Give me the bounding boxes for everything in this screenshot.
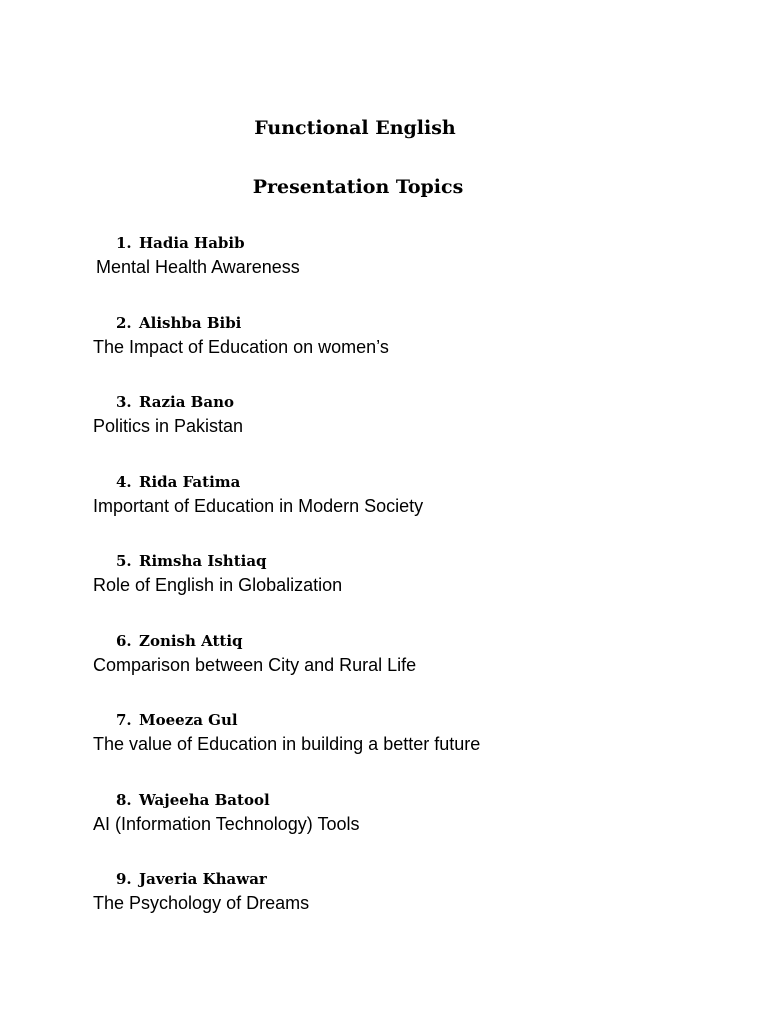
student-name: Zonish Attiq [139, 632, 243, 650]
entry-number: 2. [116, 314, 132, 332]
presentation-topic: Role of English in Globalization [93, 575, 343, 595]
topic-entry-4 [0, 473, 768, 533]
student-name: Wajeeha Batool [139, 791, 270, 809]
topic-entry-3 [0, 393, 768, 453]
student-name: Rimsha Ishtiaq [139, 552, 267, 570]
student-name: Rida Fatima [139, 473, 241, 491]
presentation-topic: Mental Health Awareness [96, 257, 300, 277]
topic-entry-1 [0, 234, 768, 294]
topic-entry-7 [0, 711, 768, 771]
topic-entry-6 [0, 632, 768, 692]
student-name: Hadia Habib [139, 234, 245, 252]
entry-number: 7. [116, 711, 132, 729]
entry-number: 3. [116, 393, 132, 411]
student-name: Javeria Khawar [139, 870, 267, 888]
presentation-topic: Comparison between City and Rural Life [93, 655, 417, 675]
student-name: Moeeza Gul [139, 711, 238, 729]
presentation-topic: Important of Education in Modern Society [93, 496, 424, 516]
document-title: Functional English [254, 117, 456, 139]
presentation-topic: The Psychology of Dreams [93, 893, 310, 913]
entry-number: 9. [116, 870, 132, 888]
topic-entry-2 [0, 314, 768, 374]
entry-number: 6. [116, 632, 132, 650]
entry-number: 5. [116, 552, 132, 570]
presentation-topic: AI (Information Technology) Tools [93, 814, 360, 834]
entry-number: 1. [116, 234, 132, 252]
topic-entry-5 [0, 552, 768, 612]
presentation-topic: Politics in Pakistan [93, 416, 244, 436]
entry-number: 4. [116, 473, 132, 491]
student-name: Razia Bano [139, 393, 234, 411]
topic-entry-8 [0, 791, 768, 851]
student-name: Alishba Bibi [139, 314, 242, 332]
document-subtitle: Presentation Topics [252, 176, 464, 198]
presentation-topic: The Impact of Education on women’s [93, 337, 389, 357]
entry-number: 8. [116, 791, 132, 809]
topic-entry-9 [0, 870, 768, 930]
presentation-topic: The value of Education in building a better future [93, 734, 481, 754]
